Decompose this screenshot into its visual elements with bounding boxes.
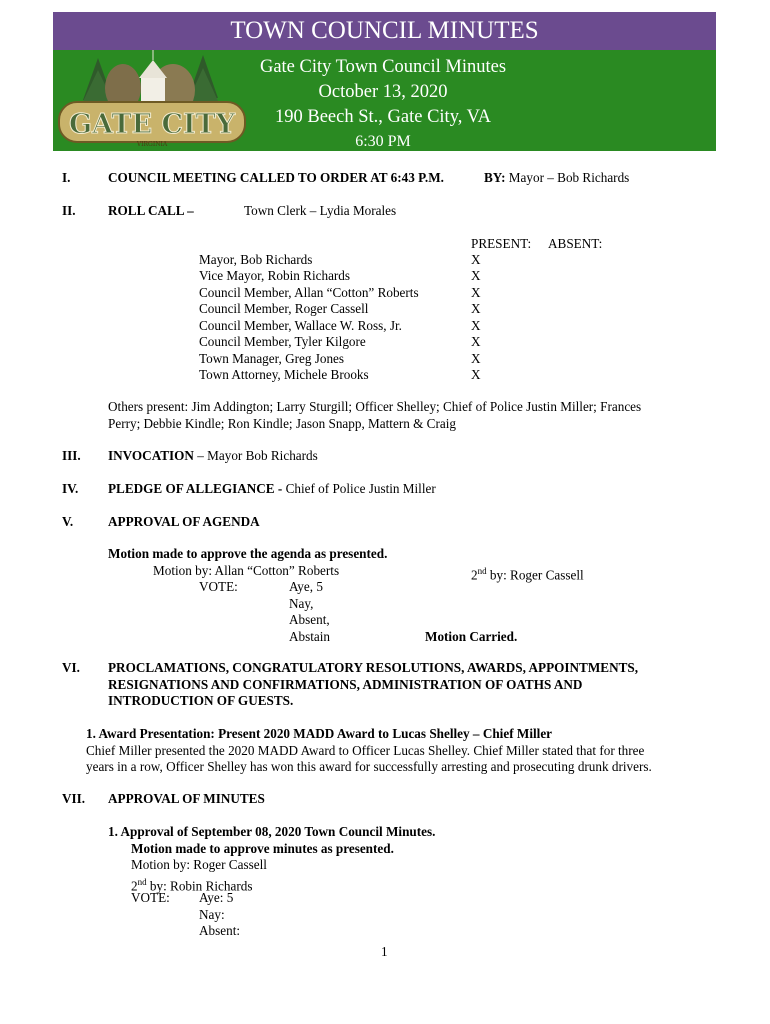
present-header: PRESENT: [471,236,532,251]
roll-present-mark: X [471,268,481,283]
minutes-motion: Motion made to approve minutes as presented. [131,841,394,856]
document-title: TOWN COUNCIL MINUTES [230,17,539,44]
agenda-result: Motion Carried. [425,629,518,644]
agenda-second [471,563,584,583]
minutes-vote-aye: Aye: 5 [199,890,234,905]
roll-name: Council Member, Wallace W. Ross, Jr. [199,318,402,333]
roll-present-mark: X [471,367,481,382]
award-text: years in a row, Officer Shelley has won this award for successfully arresting and prosecuting drunk drivers. [86,759,652,774]
agenda-vote-absent: Absent, [289,612,330,627]
meeting-time: 6:30 PM [355,133,411,150]
second-ordinal: 2 [131,878,138,894]
minutes-motion-by: Motion by: Roger Cassell [131,857,267,872]
roll-present-mark: X [471,351,481,366]
second-ordinal-suffix: nd [477,566,487,576]
section-1-by [484,170,629,186]
agenda-motion-by: Motion by: Allan “Cotton” Roberts [153,563,340,578]
meeting-date: October 13, 2020 [318,82,448,102]
section-7-heading: APPROVAL OF MINUTES [108,791,265,806]
agenda-vote-nay: Nay, [289,596,314,611]
roll-name: Council Member, Tyler Kilgore [199,334,366,349]
roll-present-mark: X [471,334,481,349]
agenda-vote-abstain: Abstain [289,629,331,644]
absent-header: ABSENT: [548,236,603,251]
award-text: Chief Miller presented the 2020 MADD Award to Officer Lucas Shelley. Chief Miller stated that for three [86,743,645,758]
section-4-number: IV. [62,481,79,496]
section-5-heading: APPROVAL OF AGENDA [108,514,260,529]
roll-name: Vice Mayor, Robin Richards [199,268,351,283]
agenda-motion: Motion made to approve the agenda as presented. [108,546,388,561]
minutes-vote-nay: Nay: [199,907,225,922]
section-7-number: VII. [62,791,86,806]
section-4-line [108,481,436,497]
section-1-heading: COUNCIL MEETING CALLED TO ORDER AT 6:43 P.M. [108,170,444,185]
second-ordinal-suffix: nd [137,877,147,887]
roll-name: Mayor, Bob Richards [199,252,313,267]
section-5-number: V. [62,514,74,529]
section-1-number: I. [62,170,71,185]
section-4-heading: PLEDGE OF ALLEGIANCE - [108,481,283,496]
roll-present-mark: X [471,252,481,267]
second-name: by: Roger Cassell [486,567,584,583]
section-4-rest: Chief of Police Justin Miller [282,481,436,496]
meeting-address: 190 Beech St., Gate City, VA [275,107,491,127]
agenda-vote-aye: Aye, 5 [289,579,323,594]
header-banner [53,12,716,151]
section-2-number: II. [62,203,76,218]
page-number: 1 [381,944,388,959]
section-6-heading: RESIGNATIONS AND CONFIRMATIONS, ADMINISTRATION OF OATHS AND [108,677,583,692]
logo-wordmark: GATE CITY [68,109,236,140]
section-2-heading: ROLL CALL – [108,203,194,218]
roll-present-mark: X [471,301,481,316]
roll-name: Council Member, Allan “Cotton” Roberts [199,285,419,300]
roll-present-mark: X [471,318,481,333]
section-3-rest: – Mayor Bob Richards [193,448,318,463]
agenda-vote-label: VOTE: [199,579,238,594]
minutes-vote-label: VOTE: [131,890,170,905]
roll-name: Council Member, Roger Cassell [199,301,369,316]
section-3-number: III. [62,448,81,463]
title-bar [53,12,716,50]
roll-present-mark: X [471,285,481,300]
second-ordinal: 2 [471,567,478,583]
others-present-line: Perry; Debbie Kindle; Ron Kindle; Jason Snapp, Mattern & Craig [108,416,456,431]
town-clerk: Town Clerk – Lydia Morales [244,203,397,218]
section-6-heading: INTRODUCTION OF GUESTS. [108,693,294,708]
meeting-subtitle: Gate City Town Council Minutes [259,57,507,77]
by-value: Mayor – Bob Richards [508,170,630,185]
award-heading: 1. Award Presentation: Present 2020 MADD Award to Lucas Shelley – Chief Miller [86,726,553,741]
minutes-vote-absent: Absent: [199,923,241,938]
second-name: by: Robin Richards [146,878,253,894]
roll-name: Town Attorney, Michele Brooks [199,367,369,382]
section-6-number: VI. [62,660,80,675]
by-label: BY: [484,170,506,185]
minutes-item-heading: 1. Approval of September 08, 2020 Town Council Minutes. [108,824,436,839]
section-3-heading: INVOCATION [108,448,194,463]
section-6-heading: PROCLAMATIONS, CONGRATULATORY RESOLUTIONS, AWARDS, APPOINTMENTS, [108,660,639,675]
section-3-line [108,448,318,464]
others-present-line: Others present: Jim Addington; Larry Sturgill; Officer Shelley; Chief of Police Justin Miller; Frances [108,399,642,414]
roll-name: Town Manager, Greg Jones [199,351,345,366]
gate-city-logo [53,50,253,151]
logo-state: VIRGINIA [136,141,168,148]
